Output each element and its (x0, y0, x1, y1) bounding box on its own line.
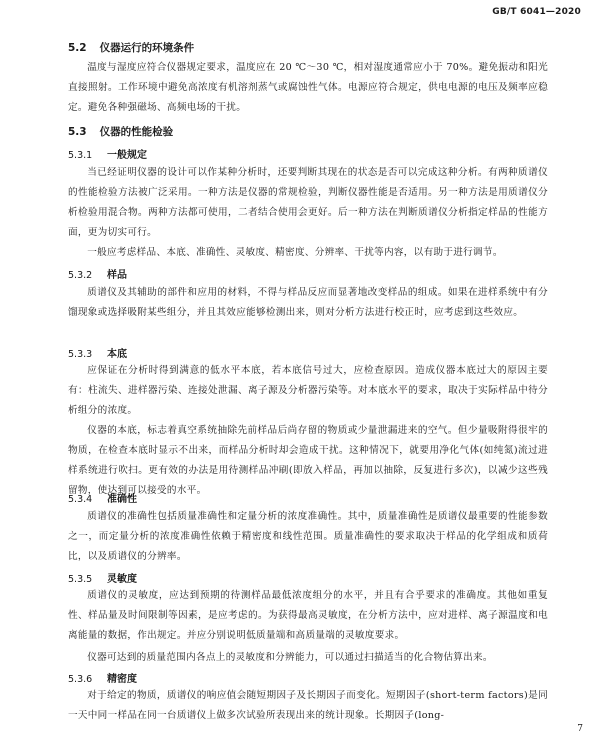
section-title: 准确性 (107, 494, 138, 505)
section-5-3-5-paragraph-1: 质谱仪的灵敏度，应达到预期的待测样品最低浓度组分的水平，并且有合乎要求的准确度。其他如重复性、样品量及时间限制等因素，是应考虑的。为获得最高灵敏度，在分析方法中，应对进样、离子源温度和电离能量的数据，作出规定。并应分别说明低质量端和高质量端的灵敏度要求。 (68, 590, 548, 641)
section-number: 5.3.5 (68, 574, 93, 585)
section-title: 一般规定 (107, 150, 148, 161)
section-5-3-3-paragraph-2: 仪器的本底，标志着真空系统抽除先前样品后尚存留的物质或少量泄漏进来的空气。但少量吸附得很牢的物质，在检查本底时显示不出来，而样品分析时却会造成干扰。这种情况下，就要用净化气体(如纯氮)流过进样系统进行吹扫。更有效的办法是用待测样品冲刷(即放入样品，再加以抽除，反复进行多次)，以减少这些残留物，使达到可以接受的水平。 (68, 425, 548, 496)
section-5-3-2-paragraph-1: 质谱仪及其辅助的部件和应用的材料，不得与样品反应而显著地改变样品的组成。如果在进样系统中有分馏现象或选择吸附某些组分，并且其效应能够检测出来，则对分析方法进行校正时，应考虑到这些效应。 (68, 287, 548, 318)
section-title: 本底 (107, 349, 128, 360)
section-5-3-2-heading (68, 266, 127, 281)
section-5-3-6-paragraph-1: 对于给定的物质，质谱仪的响应值会随短期因子及长期因子而变化。短期因子(short-term factors)是同一天中同一样品在同一台质谱仪上做多次试验所表现出来的统计现象。长期因子(long- (68, 690, 548, 721)
section-5-3-4-paragraph-1: 质谱仪的准确性包括质量准确性和定量分析的浓度准确性。其中，质量准确性是质谱仪最重要的性能参数之一，而定量分析的浓度准确性依赖于精密度和线性范围。质量准确性的要求取决于样品的化学组成和质荷比，以及质谱仪的分辨率。 (68, 511, 548, 562)
section-5-2-paragraph-1: 温度与湿度应符合仪器规定要求，温度应在 20 ℃～30 ℃，相对湿度通常应小于 70%。避免振动和阳光直接照射。工作环境中避免高浓度有机溶剂蒸气或腐蚀性气体。电源应符合规定，供电电源的电压及频率应稳定。避免各种强磁场、高频电场的干扰。 (68, 62, 548, 113)
section-5-3-5-paragraph-2: 仪器可达到的质量范围内各点上的灵敏度和分辨能力，可以通过扫描适当的化合物估算出来。 (87, 652, 493, 663)
section-number: 5.3 (68, 126, 87, 138)
section-number: 5.3.2 (68, 270, 93, 281)
section-5-2-heading (68, 40, 194, 55)
section-title: 灵敏度 (107, 574, 138, 585)
section-5-3-heading (68, 124, 173, 139)
section-title: 样品 (107, 270, 128, 281)
section-5-3-5-heading (68, 570, 137, 585)
section-number: 5.3.4 (68, 494, 93, 505)
page-number: 7 (577, 724, 583, 734)
section-5-3-6-heading (68, 670, 137, 685)
section-number: 5.3.3 (68, 349, 93, 360)
section-5-3-3-paragraph-1: 应保证在分析时得到满意的低水平本底，若本底信号过大，应检查原因。造成仪器本底过大的原因主要有：柱流失、进样器污染、连接处泄漏、离子源及分析器污染等。对本底水平的要求，取决于实际样品中待分析组分的浓度。 (68, 365, 548, 416)
section-number: 5.3.6 (68, 674, 93, 685)
section-title: 仪器运行的环境条件 (99, 42, 195, 54)
section-5-3-1-paragraph-1: 当已经证明仪器的设计可以作某种分析时，还要判断其现在的状态是否可以完成这种分析。有两种质谱仪的性能检验方法被广泛采用。一种方法是仪器的常规检验，判断仪器性能是否适用。另一种方法是用质谱仪分析检验用混合物。两种方法都可使用，二者结合使用会更好。后一种方法在判断质谱仪分析指定样品的性能方面，更为切实可行。 (68, 167, 548, 238)
section-5-3-1-heading (68, 146, 147, 161)
section-5-3-1-paragraph-2: 一般应考虑样品、本底、准确性、灵敏度、精密度、分辨率、干扰等内容，以有助于进行调节。 (87, 247, 503, 258)
section-title: 精密度 (107, 674, 138, 685)
section-number: 5.2 (68, 42, 87, 54)
section-5-3-4-heading (68, 490, 137, 505)
section-number: 5.3.1 (68, 150, 93, 161)
section-5-3-3-heading (68, 345, 127, 360)
standard-number: GB/T 6041—2020 (492, 7, 581, 17)
section-title: 仪器的性能检验 (99, 126, 174, 138)
